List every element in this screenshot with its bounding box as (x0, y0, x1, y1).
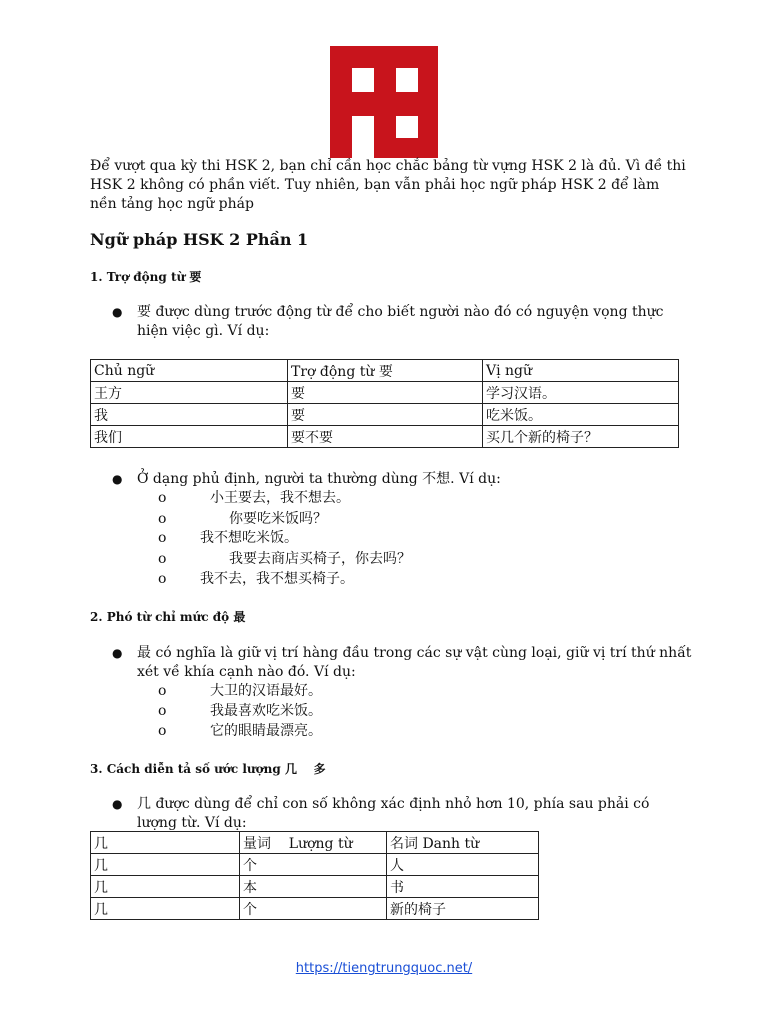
example-text: 大卫的汉语最好。 (210, 683, 322, 699)
table-row (91, 854, 539, 876)
table-row (91, 404, 679, 426)
table-header-cell: 几 (91, 832, 240, 854)
bullet-icon: ● (112, 305, 123, 319)
circle-bullet-icon: o (158, 703, 167, 719)
table-row (91, 382, 679, 404)
table-cell: 要 (288, 404, 483, 426)
example-text: 你要吃米饭吗？ (229, 511, 327, 527)
footer-link[interactable]: https://tiengtrungquoc.net/ (295, 961, 473, 976)
intro-paragraph: Để vượt qua kỳ thi HSK 2, bạn chỉ cần học chắc bảng từ vựng HSK 2 là đủ. Vì đề thi HSK 2 không có phần viết. Tuy nhiên, bạn vẫn phải học ngữ pháp HSK 2 để làm nền tảng học ngữ pháp (90, 158, 686, 212)
part2-heading: 2. Phó từ chỉ mức độ 最 (90, 610, 246, 624)
table-cell: 几 (91, 854, 240, 876)
table-cell: 我们 (91, 426, 288, 448)
example-text: 我不去，我不想买椅子。 (200, 571, 354, 587)
circle-bullet-icon: o (158, 530, 167, 546)
table-cell: 几 (91, 876, 240, 898)
table-cell: 新的椅子 (387, 898, 539, 920)
table-row (91, 898, 539, 920)
circle-bullet-icon: o (158, 683, 167, 699)
example-text: 小王要去，我不想去。 (210, 490, 350, 506)
part1-table (90, 359, 679, 448)
table-cell: 要不要 (288, 426, 483, 448)
table-header-cell: Trợ động từ 要 (288, 360, 483, 382)
table-header-row (91, 832, 539, 854)
example-text: 我最喜欢吃米饭。 (210, 703, 322, 719)
circle-bullet-icon: o (158, 571, 167, 587)
part1-bullet2-text: Ở dạng phủ định, người ta thường dùng 不想. Ví dụ: (137, 471, 501, 487)
circle-bullet-icon: o (158, 551, 167, 567)
table-cell: 书 (387, 876, 539, 898)
table-cell: 学习汉语。 (483, 382, 679, 404)
table-header-cell: Chủ ngữ (91, 360, 288, 382)
part1-bullet-text: 要 được dùng trước động từ để cho biết người nào đó có nguyện vọng thực hiện việc gì. Ví dụ: (137, 304, 664, 339)
table-cell: 要 (288, 382, 483, 404)
circle-bullet-icon: o (158, 511, 167, 527)
circle-bullet-icon: o (158, 723, 167, 739)
table-header-cell: 量词 Lượng từ (240, 832, 387, 854)
table-cell: 王方 (91, 382, 288, 404)
circle-bullet-icon: o (158, 490, 167, 506)
table-header-row (91, 360, 679, 382)
table-header-cell: 名词 Danh từ (387, 832, 539, 854)
bullet-icon: ● (112, 646, 123, 660)
bullet-icon: ● (112, 472, 123, 486)
red-window-logo-icon (330, 46, 438, 158)
table-cell: 买几个新的椅子？ (483, 426, 679, 448)
table-cell: 人 (387, 854, 539, 876)
table-cell: 本 (240, 876, 387, 898)
bullet-icon: ● (112, 797, 123, 811)
part3-heading: 3. Cách diễn tả số ước lượng 几 多 (90, 762, 326, 776)
part3-table (90, 831, 539, 920)
part2-bullet-text: 最 có nghĩa là giữ vị trí hàng đầu trong các sự vật cùng loại, giữ vị trí thứ nhất xét về khía cạnh nào đó. Ví dụ: (137, 645, 692, 680)
table-row (91, 426, 679, 448)
part3-bullet-text: 几 được dùng để chỉ con số không xác định nhỏ hơn 10, phía sau phải có lượng từ. Ví dụ: (137, 796, 650, 831)
part1-heading: 1. Trợ động từ 要 (90, 270, 202, 284)
table-cell: 几 (91, 898, 240, 920)
table-cell: 我 (91, 404, 288, 426)
table-row (91, 876, 539, 898)
table-cell: 吃米饭。 (483, 404, 679, 426)
example-text: 我不想吃米饭。 (200, 530, 298, 546)
section-title: Ngữ pháp HSK 2 Phần 1 (90, 230, 309, 249)
table-header-cell: Vị ngữ (483, 360, 679, 382)
table-cell: 个 (240, 898, 387, 920)
example-text: 我要去商店买椅子，你去吗？ (229, 551, 411, 567)
example-text: 它的眼睛最漂亮。 (210, 723, 322, 739)
table-cell: 个 (240, 854, 387, 876)
